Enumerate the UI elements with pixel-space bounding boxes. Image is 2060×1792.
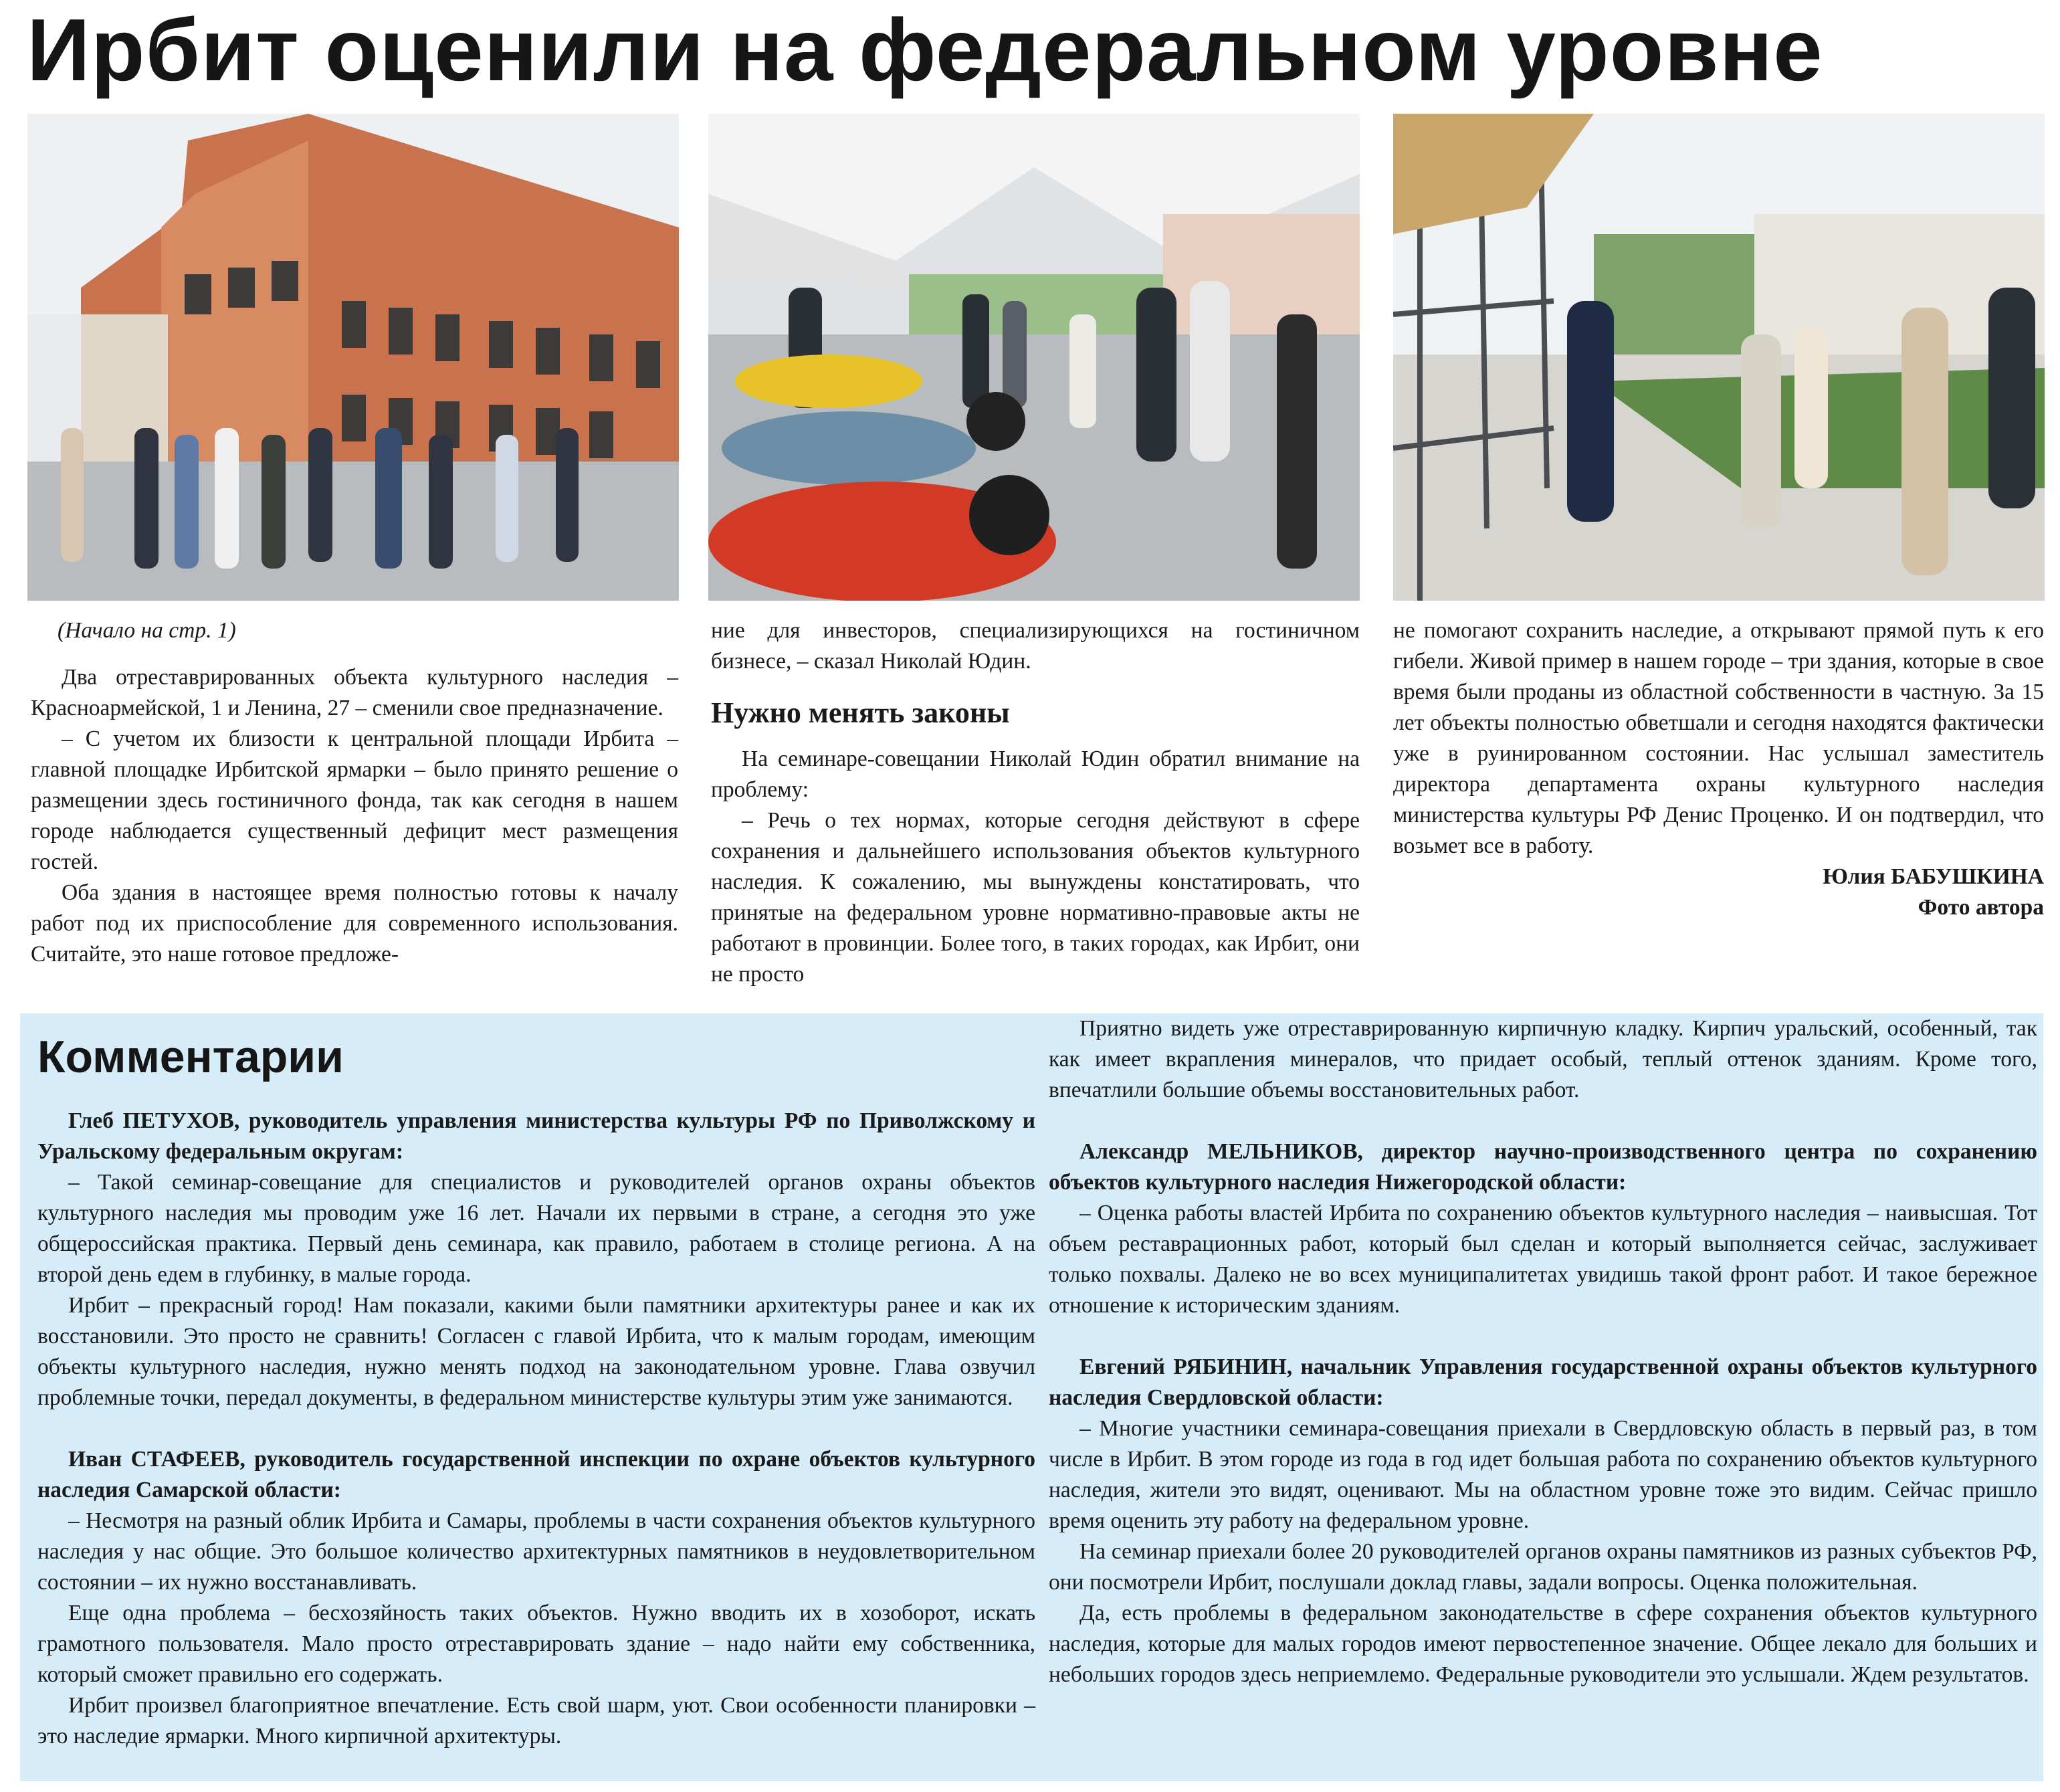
source-note: (Начало на стр. 1) [58, 618, 236, 643]
comment-paragraph: – Оценка работы властей Ирбита по сохранению объектов культурного наследия – наивысшая. Тот объем реставрационных работ, который был сделан и который выполняется сейчас, заслуживает только похвалы. Далеко не во всех муниципалитетах увидишь такой фронт работ. И такое бережное отношение к историческим зданиям. [1049, 1201, 2037, 1318]
paragraph: ние для инвесторов, специализирующихся на гостиничном бизнесе, – сказал Николай Юдин. [711, 618, 1360, 674]
article-column-2 [711, 615, 1360, 990]
comment-paragraph: – Несмотря на разный облик Ирбита и Самары, проблемы в части сохранения объектов культурного наследия у нас общие. Это большое количество архитектурных памятников в неудовлетворительном состоянии – их нужно восстанавливать. [37, 1508, 1035, 1595]
commenter-name: Александр МЕЛЬНИКОВ, директор научно-производственного центра по сохранению объектов культурного наследия Нижегородской области: [1049, 1139, 2037, 1195]
article-column-1 [31, 615, 678, 970]
comment-paragraph: Приятно видеть уже отреставрированную кирпичную кладку. Кирпич уральский, особенный, так как имеет вкрапления минералов, что придает особый, теплый оттенок зданиям. Кроме того, впечатлили большие объемы восстановительных работ. [1049, 1016, 2037, 1102]
motorcycles-exhibit-photo-icon [708, 114, 1360, 601]
paragraph: Оба здания в настоящее время полностью готовы к началу работ под их приспособление для современного использования. Считайте, это наше готовое предложе- [31, 880, 678, 967]
commenter-name: Глеб ПЕТУХОВ, руководитель управления министерства культуры РФ по Приволжскому и Уральскому федеральным округам: [37, 1108, 1035, 1164]
building-photo-icon [27, 114, 679, 601]
paragraph: не помогают сохранить наследие, а открывают прямой путь к его гибели. Живой пример в нашем городе – три здания, которые в свое время были проданы из областной собственности в частную. За 15 лет объекты полностью обветшали и сегодня находятся фактически уже в руинированном состоянии. Нас услышал заместитель директора департамента охраны культурного наследия министерства культуры РФ Денис Проценко. И он подтвердил, что возьмет все в работу. [1393, 618, 2044, 858]
commenter-name: Евгений РЯБИНИН, начальник Управления государственной охраны объектов культурного наследия Свердловской области: [1049, 1355, 2037, 1410]
street-scaffolding-photo-icon [1393, 114, 2045, 601]
article-column-3 [1393, 615, 2044, 923]
comment-paragraph: Ирбит – прекрасный город! Нам показали, какими были памятники архитектуры ранее и как их восстановили. Это просто не сравнить! Согласен с главой Ирбита, что к малым городам, имеющим объекты культурного наследия, нужно менять подход на законодательном уровне. Глава озвучил проблемные точки, передал документы, в федеральном министерстве культуры этим уже занимаются. [37, 1293, 1035, 1410]
comment-paragraph: – Такой семинар-совещание для специалистов и руководителей органов охраны объектов культурного наследия мы проводим уже 16 лет. Начали их первыми в стране, а сегодня это уже общероссийская практика. Первый день семинара, как правило, работаем в столице региона. А на второй день едем в глубинку, в малые города. [37, 1170, 1035, 1287]
subheading: Нужно менять законы [711, 696, 1010, 729]
comments-box [20, 1013, 2043, 1781]
comment-paragraph: Ирбит произвел благоприятное впечатление. Есть свой шарм, уют. Свои особенности планировки – это наследие ярмарки. Много кирпичной архитектуры. [37, 1693, 1035, 1749]
comment-paragraph: На семинар приехали более 20 руководителей органов охраны памятников из разных субъектов РФ, они посмотрели Ирбит, послушали доклад главы, задали вопросы. Оценка положительная. [1049, 1539, 2037, 1595]
comment-paragraph: Еще одна проблема – бесхозяйность таких объектов. Нужно вводить их в хозоборот, искать грамотного пользователя. Мало просто отреставрировать здание – надо найти ему собственника, который сможет правильно его содержать. [37, 1601, 1035, 1687]
comments-column-1 [37, 1106, 1035, 1752]
author-byline: Юлия БАБУШКИНА [1823, 864, 2044, 889]
headline: Ирбит оценили на федеральном уровне [27, 1, 1823, 99]
photo-credit: Фото автора [1918, 895, 2044, 920]
commenter-name: Иван СТАФЕЕВ, руководитель государственной инспекции по охране объектов культурного наследия Самарской области: [37, 1447, 1035, 1502]
comments-column-2 [1049, 1013, 2037, 1690]
paragraph: Два отреставрированных объекта культурного наследия – Красноармейской, 1 и Ленина, 27 – сменили свое предназначение. [31, 665, 678, 720]
paragraph: На семинаре-совещании Николай Юдин обратил внимание на проблему: [711, 746, 1360, 802]
comment-paragraph: – Многие участники семинара-совещания приехали в Свердловскую область в первый раз, в том числе в Ирбит. В этом городе из года в год идет большая работа по сохранению объектов культурного наследия, жители это видят, оценивают. Мы на областном уровне тоже это видим. Сейчас пришло время оценить эту работу на федеральном уровне. [1049, 1416, 2037, 1533]
comment-paragraph: Да, есть проблемы в федеральном законодательстве в сфере сохранения объектов культурного наследия, которые для малых городов имеют первостепенное значение. Общее лекало для больших и небольших городов здесь неприемлемо. Федеральные руководители это услышали. Ждем результатов. [1049, 1601, 2037, 1687]
paragraph: – С учетом их близости к центральной площади Ирбита – главной площадке Ирбитской ярмарки – было принято решение о размещении здесь гостиничного фонда, так как сегодня в нашем городе наблюдается существенный дефицит мест размещения гостей. [31, 726, 678, 874]
comments-title: Комментарии [37, 1031, 344, 1082]
paragraph: – Речь о тех нормах, которые сегодня действуют в сфере сохранения и дальнейшего использования объектов культурного наследия. К сожалению, мы вынуждены констатировать, что принятые на федеральном уровне нормативно-правовые акты не работают в провинции. Более того, в таких городах, как Ирбит, они не просто [711, 808, 1360, 987]
